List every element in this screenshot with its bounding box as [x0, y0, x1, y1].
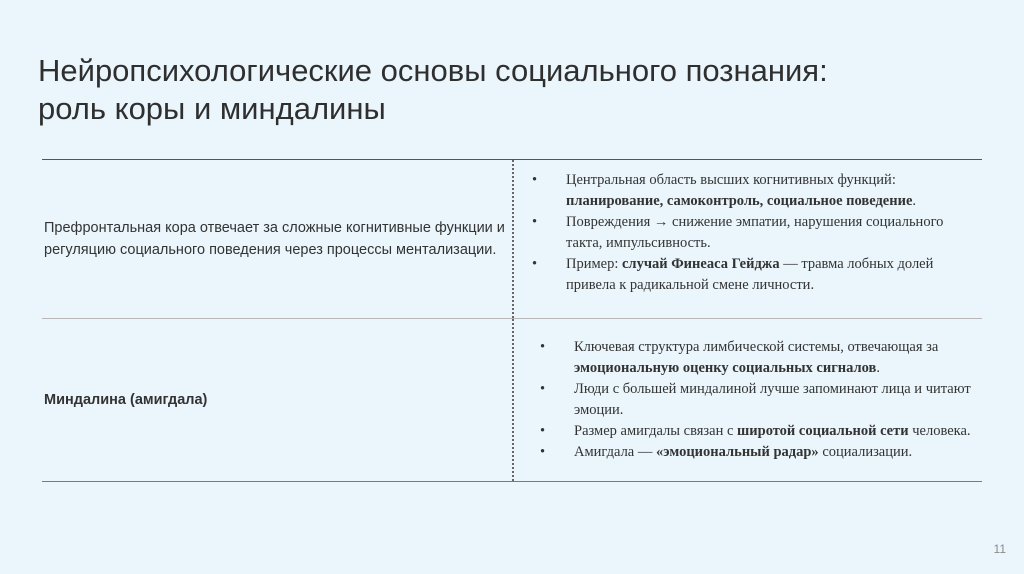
list-item: • Центральная область высших когнитивных функций: планирование, самоконтроль, социальное поведение. [532, 172, 917, 209]
slide-title [38, 52, 978, 128]
bullet-icon: • [540, 339, 546, 355]
bullet-icon: • [532, 214, 538, 230]
bullet-icon: • [532, 172, 538, 188]
row-details-amygdala [512, 319, 982, 481]
bullet-icon: • [540, 381, 546, 397]
list-item: • Амигдала — «эмоциональный радар» социализации. [520, 442, 982, 463]
slide-title-line-2: роль коры и миндалины [38, 91, 386, 126]
row-details-prefrontal [512, 160, 982, 318]
bullet-list [520, 337, 982, 463]
list-item: • Люди с большей миндалиной лучше запоминают лица и читают эмоции. [540, 381, 971, 418]
list-item: • Повреждения → снижение эмпатии, нарушения социального такта, импульсивность. [532, 214, 944, 251]
bullet-icon: • [540, 444, 546, 460]
comparison-table [42, 159, 982, 482]
row-label-prefrontal: Префронтальная кора отвечает за сложные когнитивные функции и регуляцию социального поведения через процессы ментализации. [44, 220, 505, 258]
list-item: • Ключевая структура лимбической системы, отвечающая за эмоциональную оценку социальных сигналов. [540, 339, 939, 376]
bullet-list [512, 170, 982, 296]
bullet-icon: • [540, 423, 546, 439]
list-item: • Размер амигдалы связан с широтой социальной сети человека. [520, 421, 982, 442]
list-item: • Пример: случай Финеаса Гейджа — травма лобных долей привела к радикальной смене личности. [532, 256, 934, 293]
column-divider [512, 319, 514, 481]
row-label-amygdala: Миндалина (амигдала) [44, 392, 208, 408]
bullet-icon: • [532, 256, 538, 272]
slide-title-line-1: Нейропсихологические основы социального познания: [38, 53, 828, 88]
page-number: 11 [993, 542, 1006, 556]
table-row-prefrontal [42, 160, 982, 319]
table-row-amygdala [42, 319, 982, 482]
